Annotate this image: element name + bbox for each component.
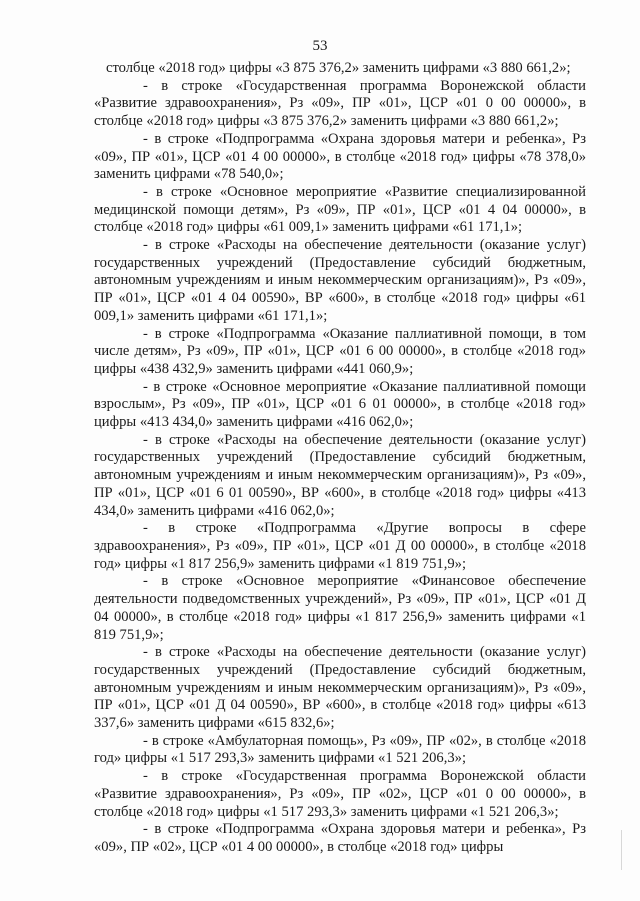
scan-edge-mark xyxy=(621,830,622,870)
paragraph: - в строке «Государственная программа Воронежской области «Развитие здравоохранения», Рз «09», ПР «02», ЦСР «01 0 00 00000», в столбце «2018 год» цифры «1 517 293,3» заменить цифрами «1 521 206,3»; xyxy=(94,768,586,820)
paragraph: - в строке «Подпрограмма «Охрана здоровья матери и ребенка», Рз «09», ПР «02», ЦСР «01 4 00 00000», в столбце «2018 год» цифры xyxy=(94,821,586,855)
paragraph: столбце «2018 год» цифры «3 875 376,2» заменить цифрами «3 880 661,2»; xyxy=(106,60,571,76)
paragraph: - в строке «Основное мероприятие «Оказание паллиативной помощи взрослым», Рз «09», ПР «01», ЦСР «01 6 01 00000», в столбце «2018 год» цифры «413 434,0» заменить цифрами «416 062,0»; xyxy=(94,378,586,431)
paragraph: - в строке «Подпрограмма «Другие вопросы в сфере здравоохранения», Рз «09», ПР «01», ЦСР «01 Д 00 00000», в столбце «2018 год» цифры «1 817 256,9» заменить цифрами «1 819 751,9»; xyxy=(94,520,586,572)
document-body xyxy=(94,60,586,857)
paragraph: - в строке «Государственная программа Воронежской области «Развитие здравоохранения», Рз «09», ПР «01», ЦСР «01 0 00 00000», в столбце «2018 год» цифры «3 875 376,2» заменить цифрами «3 880 661,2»; xyxy=(94,77,586,130)
paragraph: - в строке «Амбулаторная помощь», Рз «09», ПР «02», в столбце «2018 год» цифры «1 517 293,3» заменить цифрами «1 521 206,3»; xyxy=(94,732,586,767)
paragraph: - в строке «Подпрограмма «Оказание паллиативной помощи, в том числе детям», Рз «09», ПР «01», ЦСР «01 6 00 00000», в столбце «2018 год» цифры «438 432,9» заменить цифрами «441 060,9»; xyxy=(94,325,586,377)
paragraph: - в строке «Расходы на обеспечение деятельности (оказание услуг) государственных учреждений (Предоставление субсидий бюджетным, автономным учреждениям и иным некоммерческим организациям)», Рз «09», ПР «01», ЦСР «01 4 04 00590», ВР «600», в столбце «2018 год» цифры «61 009,1» заменить цифрами «61 171,1»; xyxy=(94,237,586,324)
paragraph: - в строке «Основное мероприятие «Развитие специализированной медицинской помощи детям», Рз «09», ПР «01», ЦСР «01 4 04 00000», в столбце «2018 год» цифры «61 009,1» заменить цифрами «61 171,1»; xyxy=(94,183,586,236)
paragraph: - в строке «Основное мероприятие «Финансовое обеспечение деятельности подведомственных учреждений», Рз «09», ПР «01», ЦСР «01 Д 04 00000», в столбце «2018 год» цифры «1 817 256,9» заменить цифрами «1 819 751,9»; xyxy=(94,573,586,643)
paragraph: - в строке «Расходы на обеспечение деятельности (оказание услуг) государственных учреждений (Предоставление субсидий бюджетным, автономным учреждениям и иным некоммерческим организациям)», Рз «09», ПР «01», ЦСР «01 6 01 00590», ВР «600», в столбце «2018 год» цифры «413 434,0» заменить цифрами «416 062,0»; xyxy=(94,431,586,519)
page-number: 53 xyxy=(312,38,328,54)
paragraph: - в строке «Расходы на обеспечение деятельности (оказание услуг) государственных учреждений (Предоставление субсидий бюджетным, автономным учреждениям и иным некоммерческим организациям)», Рз «09», ПР «01», ЦСР «01 Д 04 00590», ВР «600», в столбце «2018 год» цифры «613 337,6» заменить цифрами «615 832,6»; xyxy=(94,644,586,732)
paragraph: - в строке «Подпрограмма «Охрана здоровья матери и ребенка», Рз «09», ПР «01», ЦСР «01 4 00 00000», в столбце «2018 год» цифры «78 378,0» заменить цифрами «78 540,0»; xyxy=(94,130,586,183)
